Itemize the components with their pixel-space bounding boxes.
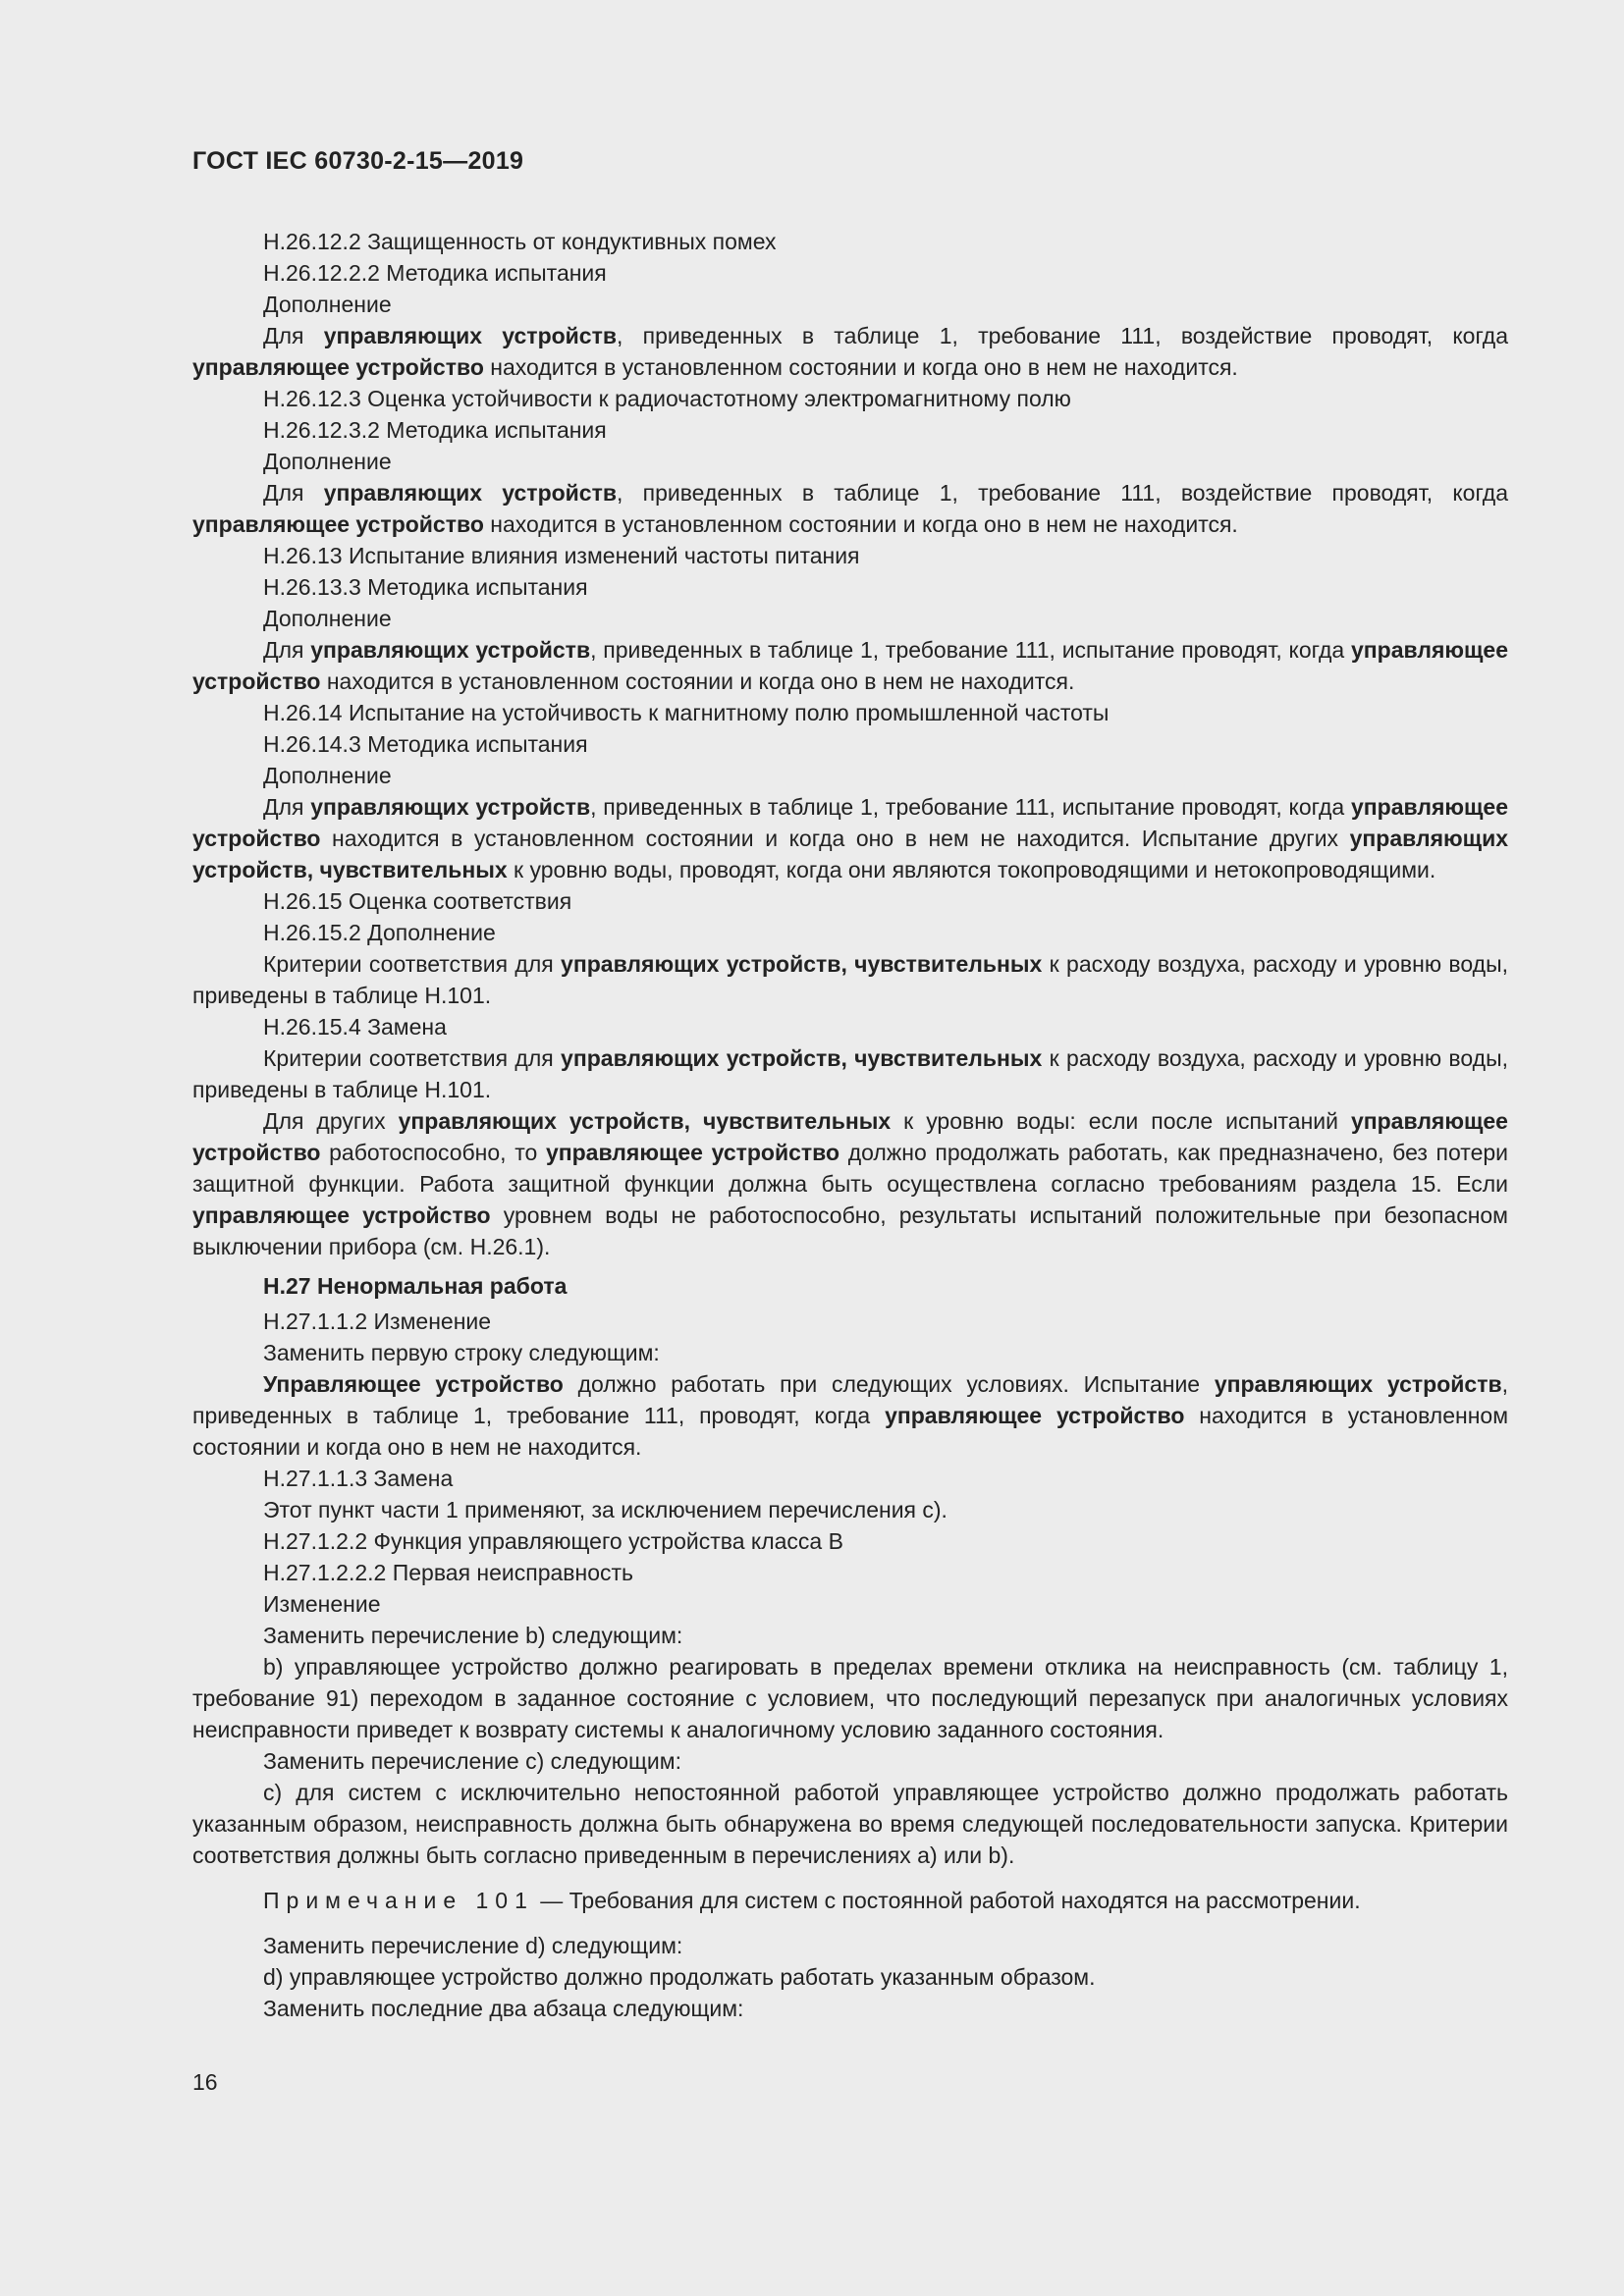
clause-heading: Н.26.12.2 Защищенность от кондуктивных помех [263, 229, 777, 254]
list-item: b) управляющее устройство должно реагировать в пределах времени отклика на неисправность (см. таблицу 1, требование 91) переходом в заданное состояние с условием, что последующий перезапуск при аналогичных условиях неисправности приведет к возврату системы к аналогичному условию заданного состояния. [192, 1654, 1508, 1742]
paragraph: Для управляющих устройств, приведенных в таблице 1, требование 111, испытание проводят, когда управляющее устройство находится в установленном состоянии и когда оно в нем не находится. Испытание других управляющих устройств, чувствительных к уровню воды, проводят, когда они являются токопроводящими и нетокопроводящими. [192, 794, 1509, 882]
paragraph: Этот пункт части 1 применяют, за исключением перечисления с). [263, 1497, 947, 1522]
instruction: Заменить перечисление с) следующим: [263, 1748, 681, 1774]
instruction: Заменить последние два абзаца следующим: [263, 1996, 744, 2021]
paragraph: Для управляющих устройств, приведенных в таблице 1, требование 111, испытание проводят, когда управляющее устройство находится в установленном состоянии и когда оно в нем не находится. [192, 637, 1509, 694]
page-number: 16 [192, 2069, 218, 2095]
clause-heading: Н.27.1.2.2 Функция управляющего устройства класса В [263, 1528, 843, 1554]
clause-heading: Н.27.1.1.3 Замена [263, 1466, 454, 1491]
clause-heading: Н.26.12.3.2 Методика испытания [263, 417, 607, 443]
clause-label: Дополнение [263, 292, 392, 317]
note-text: — Требования для систем с постоянной работой находятся на рассмотрении. [533, 1888, 1361, 1913]
clause-label: Изменение [263, 1591, 381, 1617]
clause-heading: Н.26.15.4 Замена [263, 1014, 447, 1040]
list-item: d) управляющее устройство должно продолжать работать указанным образом. [263, 1964, 1096, 1990]
clause-heading: Н.26.13.3 Методика испытания [263, 574, 588, 600]
paragraph: Для управляющих устройств, приведенных в таблице 1, требование 111, воздействие проводят, когда управляющее устройство находится в установленном состоянии и когда оно в нем не находится. [192, 323, 1509, 380]
clause-heading: Н.26.15.2 Дополнение [263, 920, 496, 945]
section-heading: Н.27 Ненормальная работа [263, 1273, 568, 1299]
paragraph: Критерии соответствия для управляющих устройств, чувствительных к расходу воздуха, расходу и уровню воды, приведены в таблице Н.101. [192, 951, 1508, 1008]
clause-heading: Н.26.12.2.2 Методика испытания [263, 260, 607, 286]
note [192, 1885, 1508, 1916]
document-body [192, 226, 1508, 2024]
paragraph: Критерии соответствия для управляющих устройств, чувствительных к расходу воздуха, расходу и уровню воды, приведены в таблице Н.101. [192, 1045, 1508, 1102]
document-header: ГОСТ IEC 60730-2-15—2019 [192, 147, 524, 175]
instruction: Заменить перечисление d) следующим: [263, 1933, 683, 1958]
clause-heading: Н.26.13 Испытание влияния изменений частоты питания [263, 543, 860, 568]
clause-heading: Н.26.12.3 Оценка устойчивости к радиочастотному электромагнитному полю [263, 386, 1071, 411]
list-item: с) для систем с исключительно непостоянной работой управляющее устройство должно продолжать работать указанным образом, неисправность должна быть обнаружена во время следующей последовательности запуска. Критерии соответствия должны быть согласно приведенным в перечислениях а) или b). [192, 1780, 1508, 1868]
paragraph: Для управляющих устройств, приведенных в таблице 1, требование 111, воздействие проводят, когда управляющее устройство находится в установленном состоянии и когда оно в нем не находится. [192, 480, 1509, 537]
instruction: Заменить первую строку следующим: [263, 1340, 660, 1365]
clause-label: Дополнение [263, 449, 392, 474]
clause-heading: Н.26.14.3 Методика испытания [263, 731, 588, 757]
clause-heading: Н.26.15 Оценка соответствия [263, 888, 572, 914]
clause-heading: Н.27.1.2.2.2 Первая неисправность [263, 1560, 634, 1585]
paragraph: Управляющее устройство должно работать при следующих условиях. Испытание управляющих устройств, приведенных в таблице 1, требование 111, проводят, когда управляющее устройство находится в установленном состоянии и когда оно в нем не находится. [192, 1371, 1509, 1460]
instruction: Заменить перечисление b) следующим: [263, 1623, 683, 1648]
clause-label: Дополнение [263, 763, 392, 788]
clause-label: Дополнение [263, 606, 392, 631]
clause-heading: Н.27.1.1.2 Изменение [263, 1308, 492, 1334]
note-label: Примечание 101 [263, 1888, 534, 1913]
paragraph: Для других управляющих устройств, чувствительных к уровню воды: если после испытаний управляющее устройство работоспособно, то управляющее устройство должно продолжать работать, как предназначено, без потери защитной функции. Работа защитной функции должна быть осуществлена согласно требованиям раздела 15. Если управляющее устройство уровнем воды не работоспособно, результаты испытаний положительные при безопасном выключении прибора (см. Н.26.1). [192, 1108, 1508, 1259]
clause-heading: Н.26.14 Испытание на устойчивость к магнитному полю промышленной частоты [263, 700, 1110, 725]
